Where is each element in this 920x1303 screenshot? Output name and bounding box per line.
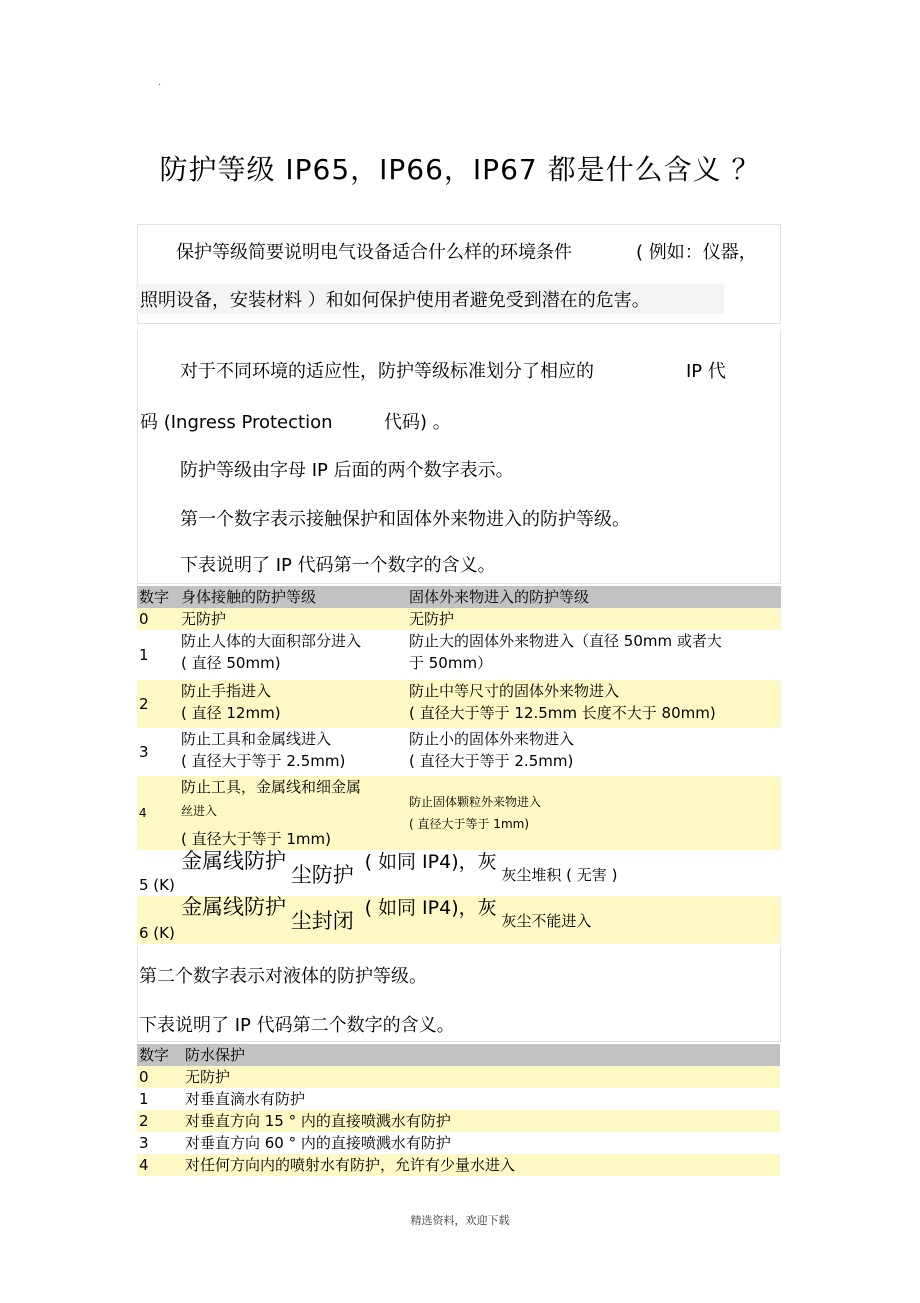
cell-line: 防止中等尺寸的固体外来物进入	[409, 682, 620, 700]
header-cell: 固体外来物进入的防护等级	[409, 588, 590, 606]
solid-cell	[407, 728, 781, 776]
page-footer: 精选资料，欢迎下载	[410, 1214, 510, 1227]
solid-cell: 无防护	[409, 610, 455, 628]
table-header-row	[137, 586, 781, 608]
cell-fragment: 金属线防护	[181, 895, 286, 919]
water-cell: 对垂直方向 15 ° 内的直接喷溅水有防护	[185, 1112, 451, 1130]
para-table2-intro: 下表说明了 IP 代码第二个数字的含义。	[139, 1015, 455, 1036]
para-first-digit: 第一个数字表示接触保护和固体外来物进入的防护等级。	[180, 509, 630, 530]
header-cell: 数字	[139, 1046, 170, 1064]
header-cell: 身体接触的防护等级	[181, 588, 317, 606]
digit-cell: 3	[139, 743, 149, 761]
para-second-digit: 第二个数字表示对液体的防护等级。	[139, 966, 427, 987]
cell-line: ( 直径大于等于 12.5mm 长度不大于 80mm)	[409, 704, 716, 722]
stray-dot: ·	[158, 80, 162, 91]
body-cell	[179, 630, 407, 680]
body-cell	[179, 680, 407, 728]
body-cell	[179, 776, 407, 850]
table-row	[137, 850, 781, 896]
table-row	[137, 680, 781, 728]
intro-line-1b: ( 例如：仪器，	[636, 242, 757, 263]
intro-line-1a: 保护等级简要说明电气设备适合什么样的环境条件	[176, 242, 572, 263]
cell-line: ( 直径大于等于 2.5mm)	[409, 752, 574, 770]
table-row	[137, 630, 781, 680]
water-cell: 对垂直滴水有防护	[185, 1090, 306, 1108]
cell-line: ( 直径 12mm)	[181, 704, 281, 722]
solid-cell: 灰尘不能进入	[501, 912, 592, 930]
digit-cell: 4	[139, 1156, 149, 1174]
water-cell: 无防护	[185, 1068, 231, 1086]
table-row	[137, 1088, 780, 1110]
cell-line: 防止固体颗粒外来物进入	[409, 795, 542, 809]
intro-line-2: 照明设备，安装材料 ）和如何保护使用者避免受到潜在的危害。	[136, 284, 724, 314]
cell-fragment: 尘防护	[290, 863, 354, 887]
digit-cell: 3	[139, 1134, 149, 1152]
cell-fragment: ( 如同 IP4)，灰	[364, 897, 497, 919]
solid-cell: 灰尘堆积 ( 无害 )	[501, 866, 618, 884]
cell-line: ( 直径大于等于 2.5mm)	[181, 752, 346, 770]
header-cell: 防水保护	[185, 1046, 246, 1064]
para-ingress-b: 代码) 。	[384, 412, 451, 433]
table-row	[137, 1066, 780, 1088]
table-row	[137, 776, 781, 850]
cell-line: 防止手指进入	[181, 682, 272, 700]
solid-cell	[407, 680, 781, 728]
cell-line: 防止小的固体外来物进入	[409, 730, 575, 748]
mixed-cell	[179, 896, 781, 944]
para-ip-code-a: 对于不同环境的适应性，防护等级标准划分了相应的	[180, 361, 594, 382]
water-cell: 对任何方向内的喷射水有防护，允许有少量水进入	[185, 1156, 516, 1174]
solid-cell	[407, 776, 781, 850]
table-header-row	[137, 1044, 780, 1066]
water-cell: 对垂直方向 60 ° 内的直接喷溅水有防护	[185, 1134, 451, 1152]
cell-fragment: 金属线防护	[181, 849, 286, 873]
digit-cell: 1	[139, 1090, 149, 1108]
digit-cell: 0	[139, 610, 149, 628]
para-two-digits: 防护等级由字母 IP 后面的两个数字表示。	[180, 460, 514, 481]
cell-fragment: ( 如同 IP4)，灰	[364, 851, 497, 873]
cell-fragment: 尘封闭	[290, 909, 354, 933]
cell-line: ( 直径大于等于 1mm)	[181, 830, 332, 848]
cell-line: ( 直径大于等于 1mm)	[409, 817, 530, 831]
para-ingress-a: 码 (Ingress Protection	[140, 412, 333, 433]
table-row	[137, 608, 781, 630]
mixed-cell	[179, 850, 781, 896]
digit-cell: 5 (K)	[139, 876, 175, 894]
first-digit-table	[137, 586, 781, 944]
header-cell: 数字	[139, 588, 170, 606]
table-row	[137, 896, 781, 944]
digit-cell: 1	[139, 646, 149, 664]
page-title: 防护等级 IP65，IP66，IP67 都是什么含义 ？	[159, 153, 761, 186]
table-row	[137, 1110, 780, 1132]
body-cell: 无防护	[181, 610, 227, 628]
digit-cell: 6 (K)	[139, 924, 175, 942]
para-ip-code-b: IP 代	[686, 361, 726, 382]
cell-line: 防止工具和金属线进入	[181, 730, 332, 748]
second-digit-table	[137, 1044, 780, 1176]
cell-line: ( 直径 50mm)	[181, 654, 281, 672]
digit-cell: 0	[139, 1068, 149, 1086]
digit-cell: 2	[139, 1112, 149, 1130]
cell-line: 丝进入	[181, 804, 218, 818]
cell-line: 防止人体的大面积部分进入	[181, 632, 362, 650]
cell-line: 防止大的固体外来物进入（直径 50mm 或者大	[409, 632, 722, 650]
solid-cell	[407, 630, 781, 680]
table-row	[137, 728, 781, 776]
table-row	[137, 1132, 780, 1154]
body-cell	[179, 728, 407, 776]
cell-line: 于 50mm）	[409, 654, 493, 672]
cell-line: 防止工具，金属线和细金属	[181, 778, 362, 796]
digit-cell: 2	[139, 695, 149, 713]
digit-cell: 4	[139, 806, 147, 820]
para-table1-intro: 下表说明了 IP 代码第一个数字的含义。	[180, 555, 496, 576]
table-row	[137, 1154, 780, 1176]
